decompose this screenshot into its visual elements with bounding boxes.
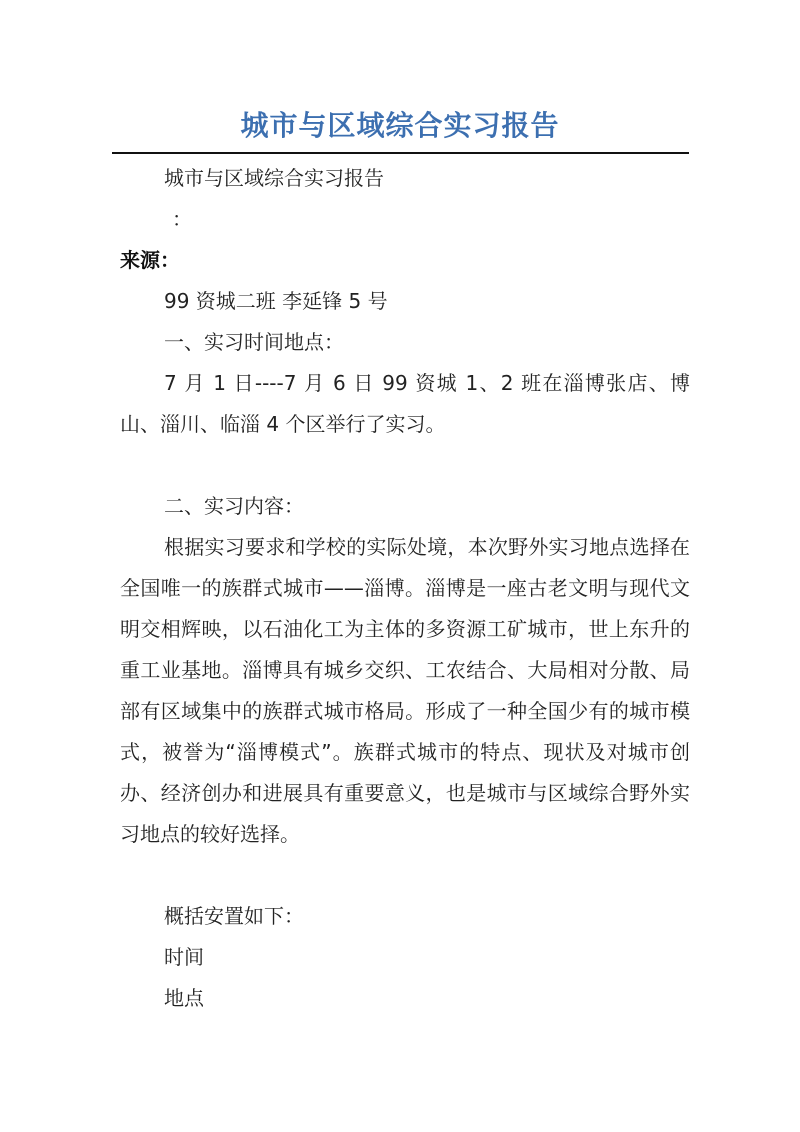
colon-line: ： (172, 207, 192, 231)
blank-line (120, 855, 690, 896)
title-underline (112, 152, 689, 154)
section1-heading: 一、实习时间地点： (164, 330, 344, 354)
summary-item-time: 时间 (164, 945, 204, 969)
section1-paragraph: 7 月 1 日----7 月 6 日 99 资城 1、2 班在淄博张店、博山、淄川、临淄 4 个区举行了实习。 (120, 371, 690, 436)
author-line: 99 资城二班 李延锋 5 号 (164, 289, 388, 313)
subtitle-line: 城市与区域综合实习报告 (164, 166, 384, 190)
section2-heading: 二、实习内容： (164, 494, 304, 518)
document-body (120, 158, 690, 1019)
document-title: 城市与区域综合实习报告 (240, 109, 560, 142)
blank-line (120, 445, 690, 486)
summary-item-place: 地点 (164, 986, 204, 1010)
summary-heading: 概括安置如下： (164, 904, 304, 928)
source-label: 来源： (120, 248, 180, 272)
section2-paragraph: 根据实习要求和学校的实际处境，本次野外实习地点选择在全国唯一的族群式城市——淄博。淄博是一座古老文明与现代文明交相辉映，以石油化工为主体的多资源工矿城市，世上东升的重工业基地。淄博具有城乡交织、工农结合、大局相对分散、局部有区域集中的族群式城市格局。形成了一种全国少有的城市模式，被誉为“淄博模式”。族群式城市的特点、现状及对城市创办、经济创办和进展具有重要意义，也是城市与区域综合野外实习地点的较好选择。 (120, 535, 690, 846)
